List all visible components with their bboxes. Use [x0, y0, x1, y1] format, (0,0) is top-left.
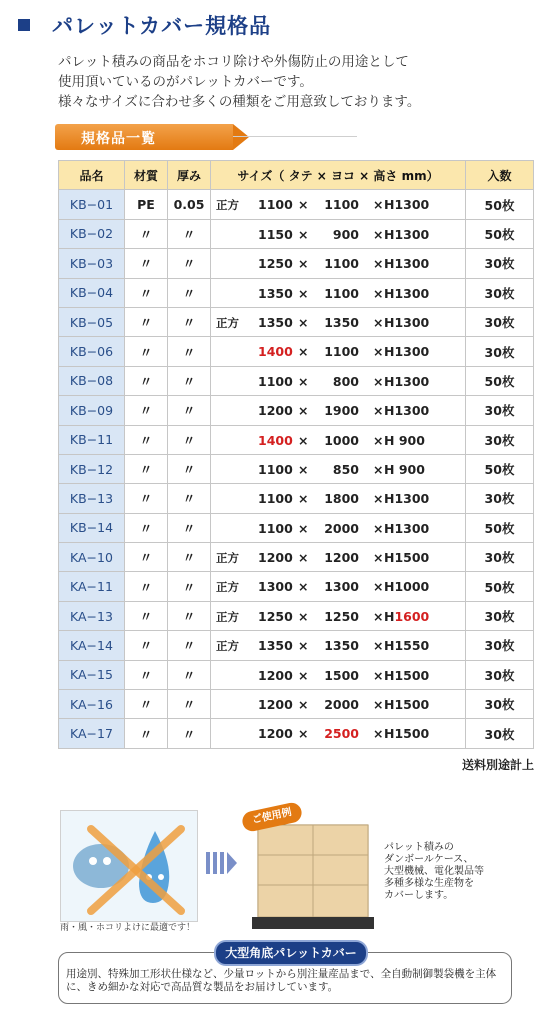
quantity-cell: 50枚	[466, 513, 534, 542]
times-sign: ×	[373, 373, 384, 389]
product-code-cell: KB−09	[59, 396, 125, 425]
size-width: 1100	[324, 256, 359, 272]
material-cell: PE	[125, 190, 168, 219]
section-badge	[55, 124, 305, 150]
size-width: 2000	[324, 520, 359, 536]
table-row	[59, 366, 534, 395]
size-cell	[211, 572, 466, 601]
size-length: 1200	[258, 697, 293, 713]
col-header-thickness: 厚み	[168, 161, 211, 190]
times-sign: ×	[373, 344, 384, 360]
size-cell	[211, 690, 466, 719]
thickness-cell: 〃	[168, 425, 211, 454]
material-cell: 〃	[125, 219, 168, 248]
size-width: 1100	[324, 344, 359, 360]
thickness-cell: 〃	[168, 219, 211, 248]
size-height: H1000	[384, 579, 430, 595]
product-info-text: 用途別、特殊加工形状仕様など、少量ロットから別注量産品まで、全自動制御製袋機を主体に、きめ細かな対応で高品質な製品をお届けしています。	[66, 968, 497, 993]
product-code-cell: KB−11	[59, 425, 125, 454]
size-length: 1250	[258, 608, 293, 624]
quantity-cell: 30枚	[466, 690, 534, 719]
times-sign: ×	[298, 608, 309, 624]
col-header-material: 材質	[125, 161, 168, 190]
quantity-cell: 30枚	[466, 278, 534, 307]
times-sign: ×	[298, 256, 309, 272]
square-bullet-icon	[18, 19, 30, 31]
thickness-cell: 〃	[168, 631, 211, 660]
size-height-highlight: 1600	[394, 608, 430, 624]
times-sign: ×	[298, 344, 309, 360]
material-cell: 〃	[125, 249, 168, 278]
size-width: 2500	[324, 726, 359, 742]
times-sign: ×	[298, 520, 309, 536]
size-length: 1150	[258, 226, 293, 242]
quantity-cell: 30枚	[466, 484, 534, 513]
size-length: 1200	[258, 726, 293, 742]
times-sign: ×	[298, 285, 309, 301]
thickness-cell: 0.05	[168, 190, 211, 219]
material-cell: 〃	[125, 307, 168, 336]
thickness-cell: 〃	[168, 366, 211, 395]
product-code-cell: KA−17	[59, 719, 125, 748]
times-sign: ×	[298, 197, 309, 213]
product-code-cell: KB−13	[59, 484, 125, 513]
material-cell: 〃	[125, 631, 168, 660]
table-row	[59, 249, 534, 278]
size-height: H1300	[384, 491, 430, 507]
size-cell	[211, 366, 466, 395]
table-header-row	[59, 161, 534, 190]
intro-line: パレット積みの商品をホコリ除けや外傷防止の用途として	[58, 54, 409, 70]
description-line: 多種多様な生産物を	[384, 878, 474, 889]
size-height: H1300	[384, 520, 430, 536]
times-sign: ×	[373, 697, 384, 713]
col-header-name: 品名	[59, 161, 125, 190]
size-cell	[211, 543, 466, 572]
page-heading	[18, 10, 271, 40]
times-sign: ×	[373, 226, 384, 242]
thickness-cell: 〃	[168, 601, 211, 630]
times-sign: ×	[373, 197, 384, 213]
col-header-size: サイズ（ タテ × ヨコ × 高さ mm）	[211, 161, 466, 190]
material-cell: 〃	[125, 690, 168, 719]
times-sign: ×	[298, 638, 309, 654]
square-label: 正方	[216, 551, 239, 566]
usage-example-label: ご使用例	[241, 801, 304, 833]
thickness-cell: 〃	[168, 337, 211, 366]
times-sign: ×	[298, 697, 309, 713]
size-height: H1300	[384, 256, 430, 272]
table-row	[59, 219, 534, 248]
illustration-caption: 雨・風・ホコリよけに最適です！	[60, 923, 196, 933]
size-height: H1600	[384, 608, 430, 624]
times-sign: ×	[298, 550, 309, 566]
size-width: 1000	[324, 432, 359, 448]
times-sign: ×	[373, 314, 384, 330]
size-cell	[211, 631, 466, 660]
times-sign: ×	[298, 226, 309, 242]
material-cell: 〃	[125, 572, 168, 601]
table-row	[59, 337, 534, 366]
thickness-cell: 〃	[168, 454, 211, 483]
size-height: H1500	[384, 726, 430, 742]
pallet-illustration	[238, 805, 378, 933]
size-length: 1200	[258, 550, 293, 566]
weather-illustration	[60, 810, 198, 922]
size-cell	[211, 190, 466, 219]
size-length: 1350	[258, 638, 293, 654]
product-code-cell: KA−13	[59, 601, 125, 630]
table-row	[59, 396, 534, 425]
thickness-cell: 〃	[168, 513, 211, 542]
size-width: 1500	[324, 667, 359, 683]
size-cell	[211, 660, 466, 689]
size-height: H1300	[384, 285, 430, 301]
quantity-cell: 30枚	[466, 719, 534, 748]
times-sign: ×	[373, 726, 384, 742]
size-width: 1800	[324, 491, 359, 507]
size-cell	[211, 337, 466, 366]
size-height: H1500	[384, 667, 430, 683]
material-cell: 〃	[125, 425, 168, 454]
times-sign: ×	[298, 491, 309, 507]
size-cell	[211, 278, 466, 307]
material-cell: 〃	[125, 660, 168, 689]
size-length: 1200	[258, 403, 293, 419]
size-height: H 900	[384, 461, 425, 477]
times-sign: ×	[298, 579, 309, 595]
times-sign: ×	[373, 520, 384, 536]
col-header-quantity: 入数	[466, 161, 534, 190]
product-code-cell: KA−11	[59, 572, 125, 601]
size-height: H1300	[384, 373, 430, 389]
product-badge: 大型角底パレットカバー	[214, 940, 368, 966]
size-width: 2000	[324, 697, 359, 713]
section-badge-label: 規格品一覧	[81, 131, 156, 147]
quantity-cell: 50枚	[466, 454, 534, 483]
times-sign: ×	[373, 403, 384, 419]
table-row	[59, 543, 534, 572]
product-code-cell: KA−10	[59, 543, 125, 572]
table-row	[59, 631, 534, 660]
size-cell	[211, 307, 466, 336]
times-sign: ×	[373, 285, 384, 301]
size-length: 1100	[258, 491, 293, 507]
size-cell	[211, 719, 466, 748]
size-cell	[211, 249, 466, 278]
size-width: 1900	[324, 403, 359, 419]
size-length: 1100	[258, 373, 293, 389]
size-height: H 900	[384, 432, 425, 448]
product-code-cell: KA−16	[59, 690, 125, 719]
thickness-cell: 〃	[168, 396, 211, 425]
size-cell	[211, 396, 466, 425]
square-label: 正方	[216, 609, 239, 624]
thickness-cell: 〃	[168, 660, 211, 689]
material-cell: 〃	[125, 601, 168, 630]
times-sign: ×	[373, 256, 384, 272]
times-sign: ×	[298, 667, 309, 683]
intro-line: 様々なサイズに合わせ多くの種類をご用意致しております。	[58, 94, 421, 110]
quantity-cell: 30枚	[466, 337, 534, 366]
table-row	[59, 572, 534, 601]
times-sign: ×	[298, 461, 309, 477]
table-row	[59, 601, 534, 630]
size-length: 1100	[258, 461, 293, 477]
thickness-cell: 〃	[168, 307, 211, 336]
thickness-cell: 〃	[168, 572, 211, 601]
size-width: 1100	[324, 197, 359, 213]
quantity-cell: 30枚	[466, 631, 534, 660]
times-sign: ×	[373, 550, 384, 566]
material-cell: 〃	[125, 278, 168, 307]
square-label: 正方	[216, 198, 239, 213]
size-length: 1400	[258, 432, 293, 448]
material-cell: 〃	[125, 454, 168, 483]
material-cell: 〃	[125, 337, 168, 366]
intro-line: 使用頂いているのがパレットカバーです。	[58, 74, 313, 90]
size-length: 1200	[258, 667, 293, 683]
size-height: H1300	[384, 226, 430, 242]
size-length: 1350	[258, 314, 293, 330]
product-code-cell: KB−12	[59, 454, 125, 483]
size-width: 1250	[324, 608, 359, 624]
times-sign: ×	[373, 638, 384, 654]
times-sign: ×	[373, 461, 384, 477]
product-code-cell: KB−14	[59, 513, 125, 542]
table-row	[59, 513, 534, 542]
quantity-cell: 30枚	[466, 425, 534, 454]
table-row	[59, 307, 534, 336]
quantity-cell: 30枚	[466, 396, 534, 425]
size-width: 900	[332, 226, 359, 242]
size-width: 850	[332, 461, 359, 477]
product-code-cell: KB−02	[59, 219, 125, 248]
quantity-cell: 50枚	[466, 219, 534, 248]
size-length: 1100	[258, 197, 293, 213]
quantity-cell: 30枚	[466, 543, 534, 572]
times-sign: ×	[373, 579, 384, 595]
table-row	[59, 484, 534, 513]
thickness-cell: 〃	[168, 278, 211, 307]
size-length: 1100	[258, 520, 293, 536]
intro-text	[58, 52, 420, 112]
times-sign: ×	[298, 403, 309, 419]
size-cell	[211, 425, 466, 454]
size-height: H1500	[384, 697, 430, 713]
material-cell: 〃	[125, 543, 168, 572]
shipping-note: 送料別途計上	[461, 758, 534, 772]
times-sign: ×	[373, 608, 384, 624]
size-height: H1500	[384, 550, 430, 566]
size-width: 1350	[324, 314, 359, 330]
table-row	[59, 190, 534, 219]
description-line: カバーします。	[384, 890, 454, 901]
size-width: 1350	[324, 638, 359, 654]
spec-table	[58, 160, 534, 749]
table-row	[59, 425, 534, 454]
table-row	[59, 690, 534, 719]
material-cell: 〃	[125, 396, 168, 425]
description-line: パレット積みの	[384, 842, 454, 853]
table-row	[59, 454, 534, 483]
quantity-cell: 50枚	[466, 366, 534, 395]
quantity-cell: 30枚	[466, 249, 534, 278]
table-row	[59, 278, 534, 307]
square-label: 正方	[216, 580, 239, 595]
page-title: パレットカバー規格品	[52, 14, 272, 38]
times-sign: ×	[373, 491, 384, 507]
quantity-cell: 30枚	[466, 307, 534, 336]
size-height: H1550	[384, 638, 430, 654]
times-sign: ×	[373, 667, 384, 683]
thickness-cell: 〃	[168, 484, 211, 513]
size-width: 1100	[324, 285, 359, 301]
size-height: H1300	[384, 197, 430, 213]
table-row	[59, 719, 534, 748]
double-arrow-icon	[206, 852, 240, 874]
times-sign: ×	[298, 373, 309, 389]
material-cell: 〃	[125, 719, 168, 748]
square-label: 正方	[216, 315, 239, 330]
product-code-cell: KB−06	[59, 337, 125, 366]
thickness-cell: 〃	[168, 690, 211, 719]
description-line: 大型機械、電化製品等	[384, 866, 484, 877]
size-height: H1300	[384, 403, 430, 419]
times-sign: ×	[298, 432, 309, 448]
arrow-icon	[233, 124, 249, 150]
size-length: 1400	[258, 344, 293, 360]
quantity-cell: 30枚	[466, 660, 534, 689]
times-sign: ×	[298, 726, 309, 742]
size-cell	[211, 219, 466, 248]
square-label: 正方	[216, 639, 239, 654]
description-line: ダンボールケース、	[384, 854, 474, 865]
product-code-cell: KB−03	[59, 249, 125, 278]
thickness-cell: 〃	[168, 543, 211, 572]
material-cell: 〃	[125, 513, 168, 542]
product-code-cell: KB−04	[59, 278, 125, 307]
size-width: 1300	[324, 579, 359, 595]
table-row	[59, 660, 534, 689]
product-code-cell: KB−01	[59, 190, 125, 219]
thickness-cell: 〃	[168, 249, 211, 278]
size-length: 1250	[258, 256, 293, 272]
product-code-cell: KB−08	[59, 366, 125, 395]
size-height: H1300	[384, 344, 430, 360]
material-cell: 〃	[125, 484, 168, 513]
quantity-cell: 50枚	[466, 572, 534, 601]
size-height: H1300	[384, 314, 430, 330]
thickness-cell: 〃	[168, 719, 211, 748]
product-code-cell: KA−14	[59, 631, 125, 660]
size-length: 1350	[258, 285, 293, 301]
size-cell	[211, 601, 466, 630]
quantity-cell: 50枚	[466, 190, 534, 219]
size-width: 1200	[324, 550, 359, 566]
size-cell	[211, 454, 466, 483]
times-sign: ×	[373, 432, 384, 448]
usage-description	[384, 842, 484, 902]
times-sign: ×	[298, 314, 309, 330]
material-cell: 〃	[125, 366, 168, 395]
product-code-cell: KA−15	[59, 660, 125, 689]
size-cell	[211, 513, 466, 542]
quantity-cell: 30枚	[466, 601, 534, 630]
size-length: 1300	[258, 579, 293, 595]
product-code-cell: KB−05	[59, 307, 125, 336]
size-cell	[211, 484, 466, 513]
size-width: 800	[332, 373, 359, 389]
